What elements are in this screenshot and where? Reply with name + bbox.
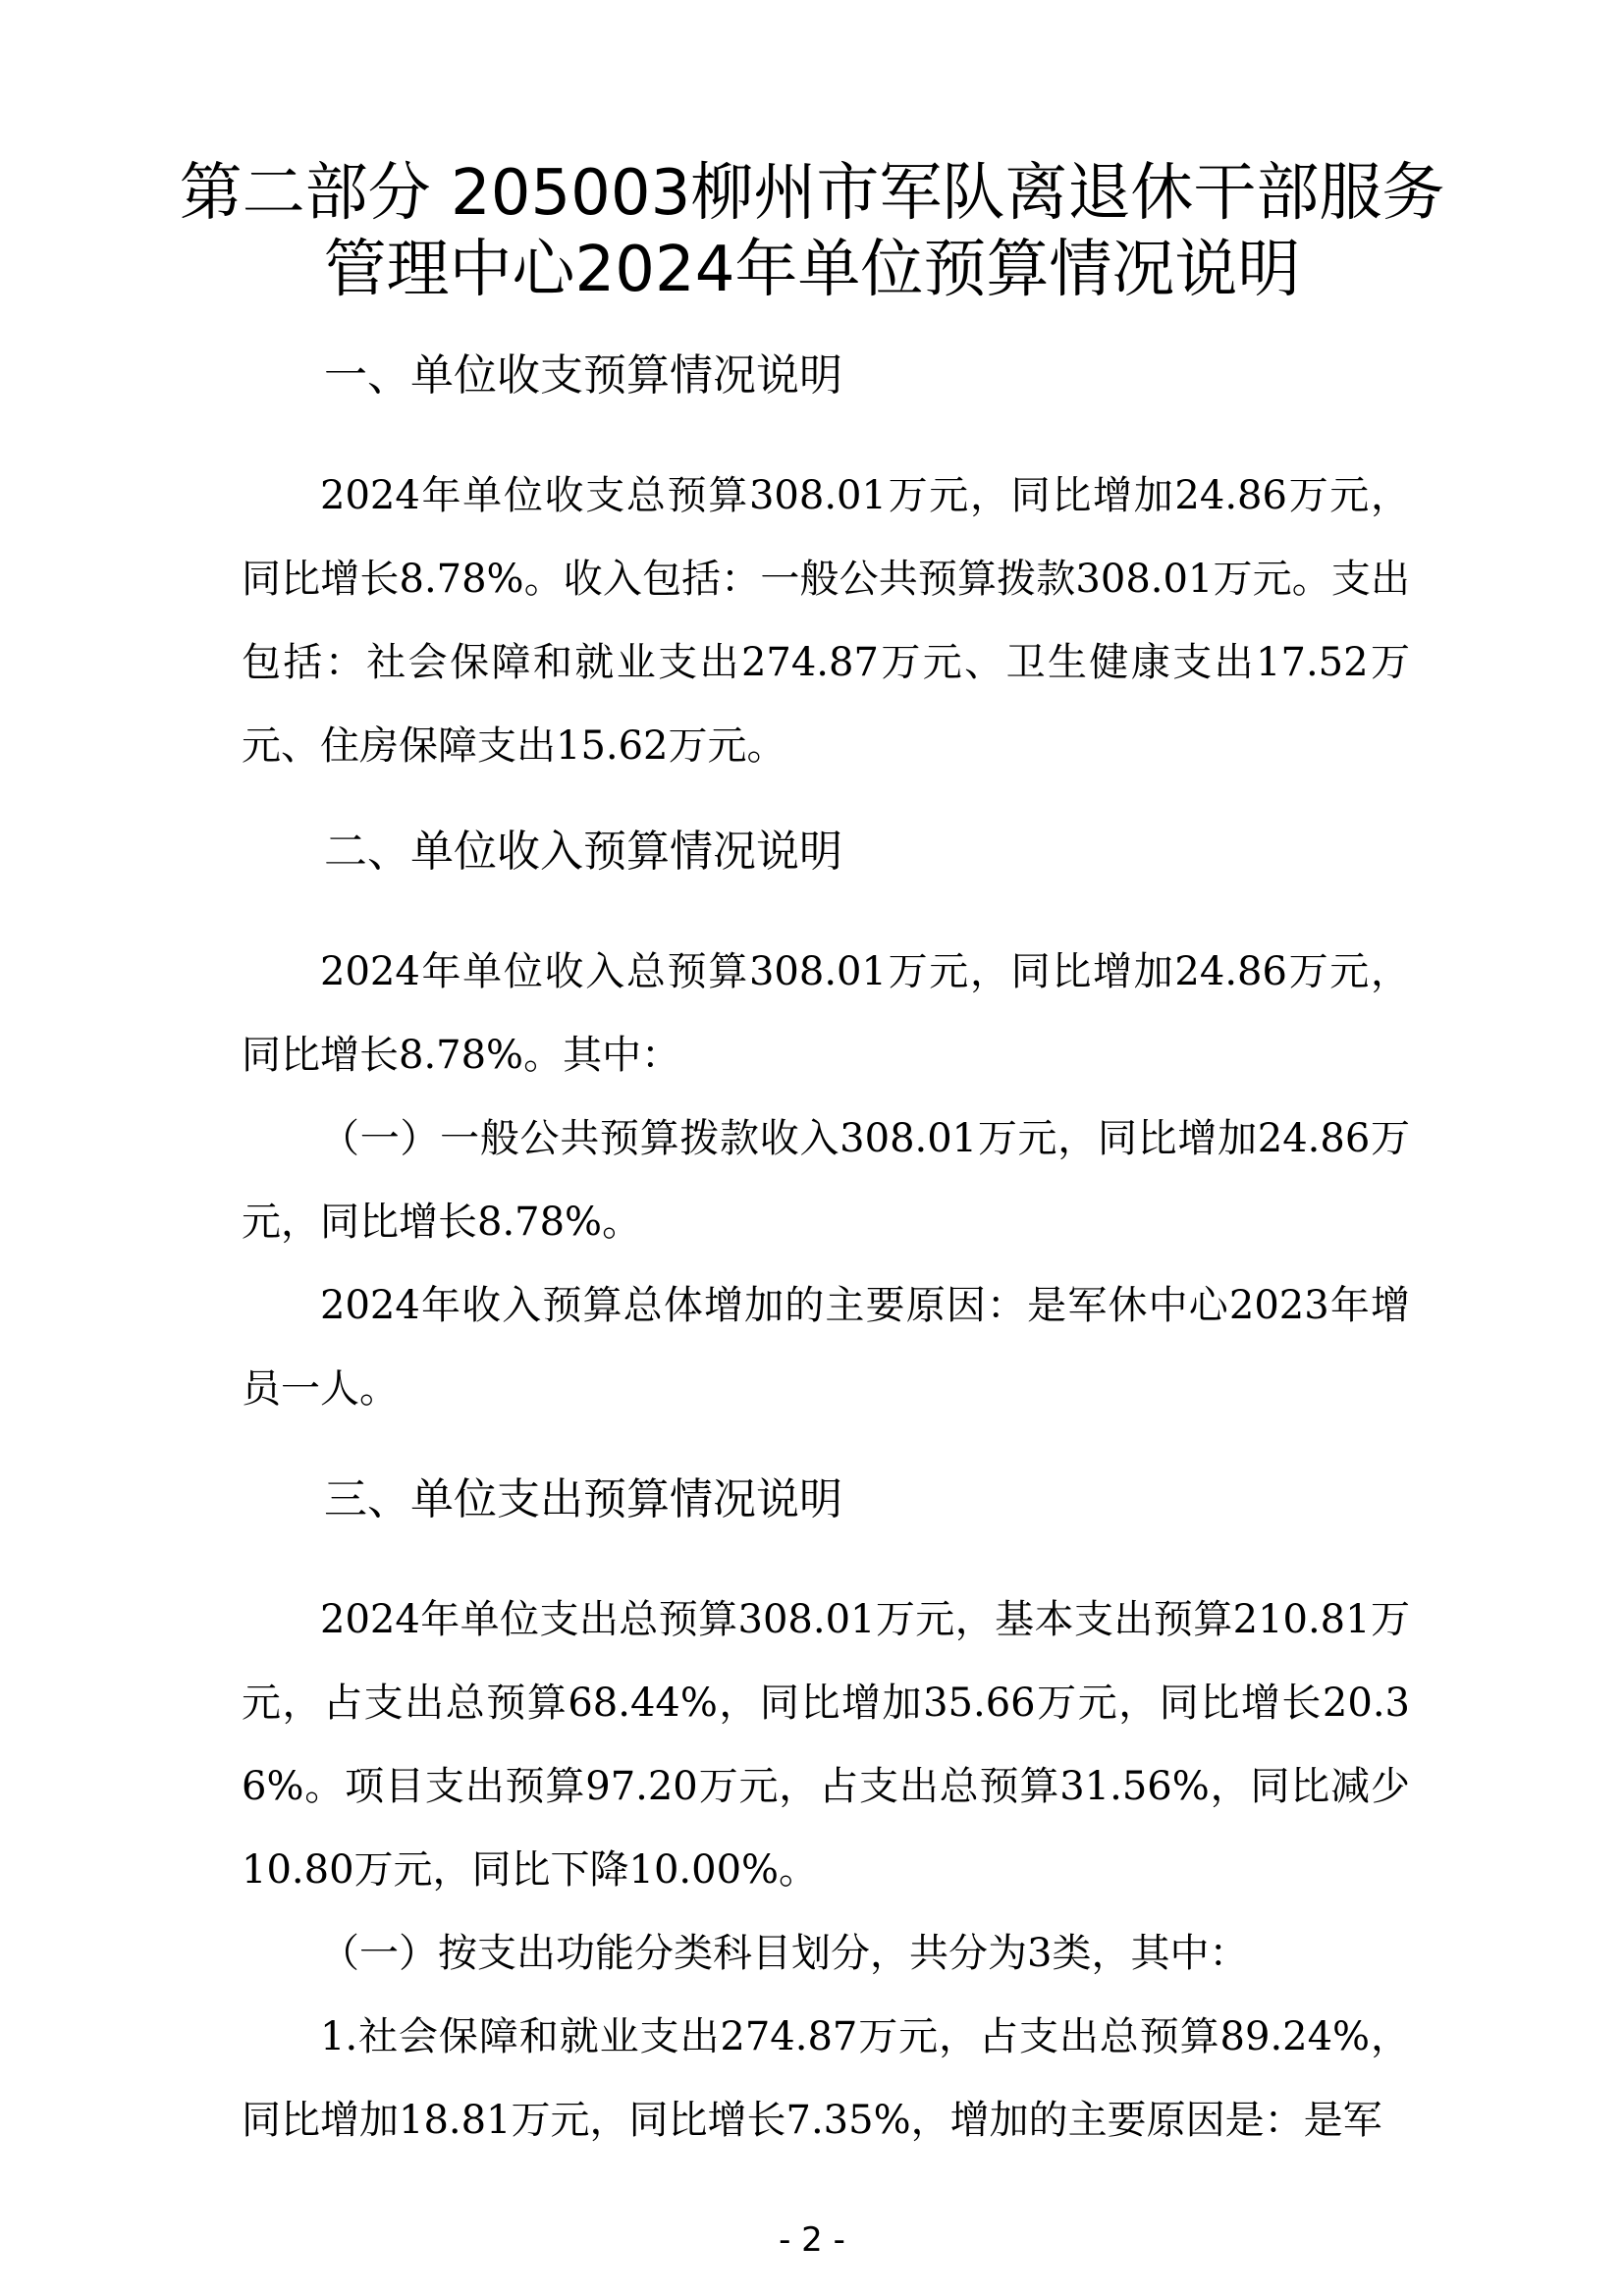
section-2-paragraph-2: （一）一般公共预算拨款收入308.01万元，同比增加24.86万元，同比增长8.78%。 — [242, 1116, 1410, 1245]
section-1-paragraph-1: 2024年单位收支总预算308.01万元，同比增加24.86万元，同比增长8.78%。收入包括：一般公共预算拨款308.01万元。支出包括：社会保障和就业支出274.87万元、卫生健康支出17.52万元、住房保障支出15.62万元。 — [242, 473, 1410, 769]
section-3-paragraph-3: 1.社会保障和就业支出274.87万元，占支出总预算89.24%，同比增加18.81万元，同比增长7.35%，增加的主要原因是：是军 — [242, 2014, 1410, 2143]
section-heading-1: 一、单位收支预算情况说明 — [324, 350, 842, 400]
document-title: 第二部分 205003柳州市军队离退休干部服务管理中心2024年单位预算情况说明 — [179, 157, 1445, 306]
section-2-paragraph-1: 2024年单位收入总预算308.01万元，同比增加24.86万元，同比增长8.78%。其中： — [242, 949, 1410, 1078]
section-heading-2: 二、单位收入预算情况说明 — [324, 827, 842, 877]
page-number: - 2 - — [779, 2220, 845, 2260]
section-2-paragraph-3: 2024年收入预算总体增加的主要原因：是军休中心2023年增员一人。 — [242, 1283, 1410, 1412]
section-3-paragraph-1: 2024年单位支出总预算308.01万元，基本支出预算210.81万元，占支出总预算68.44%，同比增加35.66万元，同比增长20.36%。项目支出预算97.20万元，占支出总预算31.56%，同比减少10.80万元，同比下降10.00%。 — [242, 1597, 1410, 1893]
section-3-paragraph-2: （一）按支出功能分类科目划分，共分为3类，其中： — [320, 1931, 1249, 1976]
section-heading-3: 三、单位支出预算情况说明 — [324, 1474, 842, 1524]
